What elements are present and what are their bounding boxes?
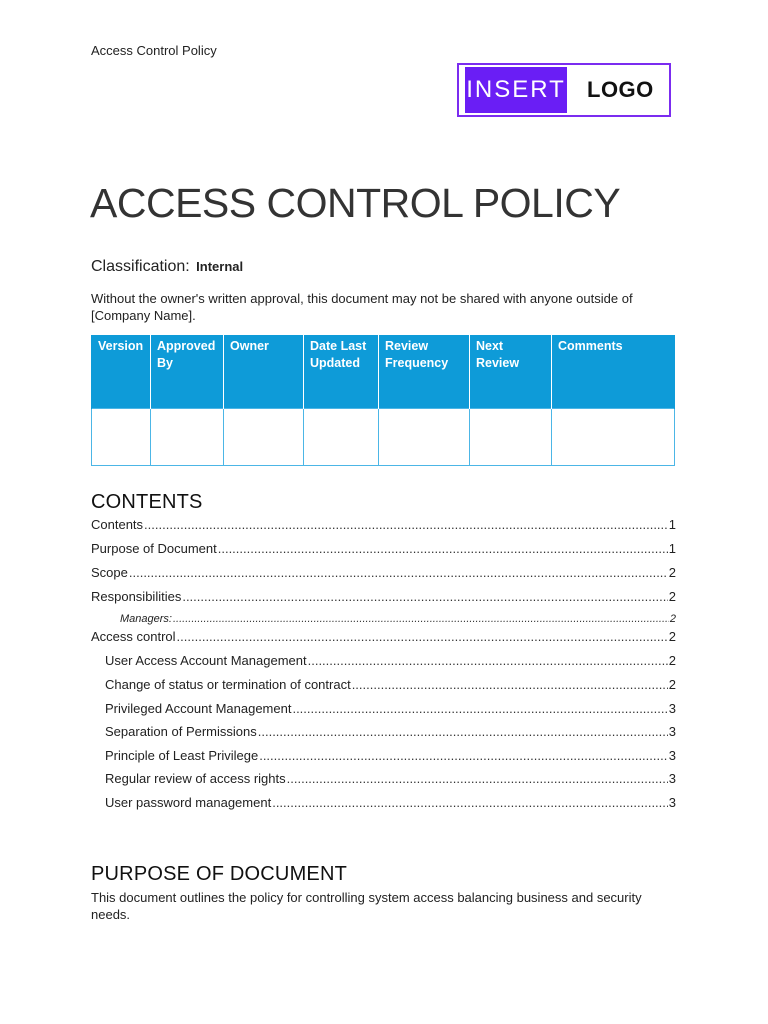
toc-page-number: 2 (668, 565, 676, 580)
logo-placeholder (457, 63, 671, 117)
toc-leader (173, 613, 669, 625)
toc-label: User password management (105, 795, 272, 810)
toc-leader (129, 565, 668, 580)
col-header-next-review: Next Review (470, 336, 552, 409)
toc-page-number: 1 (668, 517, 676, 532)
document-title: ACCESS CONTROL POLICY (90, 180, 621, 226)
toc-entry-principle-of-least-privilege[interactable] (105, 748, 676, 763)
toc-page-number: 3 (668, 795, 676, 810)
toc-label: Responsibilities (91, 589, 182, 604)
toc-label: Privileged Account Management (105, 701, 292, 716)
logo-text: LOGO (587, 77, 654, 102)
classification-line (91, 258, 243, 276)
toc-label: Separation of Permissions (105, 724, 257, 739)
toc-entry-contents[interactable] (91, 517, 676, 532)
toc-label: User Access Account Management (105, 653, 307, 668)
cell-owner[interactable] (224, 409, 304, 466)
toc-entry-change-of-status[interactable] (105, 677, 676, 692)
logo-insert-block: INSERT (465, 67, 567, 113)
toc-leader (272, 795, 668, 810)
classification-value: Internal (196, 259, 244, 274)
toc-label: Change of status or termination of contract (105, 677, 351, 692)
toc-page-number: 1 (668, 541, 676, 556)
cell-review-frequency[interactable] (379, 409, 470, 466)
cell-comments[interactable] (552, 409, 675, 466)
toc-label: Regular review of access rights (105, 771, 286, 786)
contents-heading: CONTENTS (91, 491, 203, 513)
toc-entry-regular-review-of-access-rights[interactable] (105, 771, 676, 786)
table-row (92, 409, 675, 466)
toc-page-number: 3 (668, 701, 676, 716)
purpose-text: This document outlines the policy for controlling system access balancing business and security needs. (91, 890, 642, 922)
toc-leader (177, 629, 668, 644)
toc-page-number: 3 (668, 748, 676, 763)
toc-leader (292, 701, 667, 716)
col-header-owner: Owner (224, 336, 304, 409)
toc-leader (258, 724, 668, 739)
toc-entry-scope[interactable] (91, 565, 676, 580)
col-header-review-frequency: Review Frequency (379, 336, 470, 409)
toc-page-number: 2 (668, 629, 676, 644)
toc-label: Managers: (120, 613, 172, 625)
toc-leader (287, 771, 668, 786)
toc-entry-user-password-management[interactable] (105, 795, 676, 810)
cell-date-last-updated[interactable] (304, 409, 379, 466)
toc-page-number: 3 (668, 771, 676, 786)
toc-label: Scope (91, 565, 128, 580)
toc-label: Access control (91, 629, 176, 644)
version-control-table (91, 335, 675, 466)
toc-entry-user-access-account-management[interactable] (105, 653, 676, 668)
toc-page-number: 2 (668, 589, 676, 604)
toc-entry-separation-of-permissions[interactable] (105, 724, 676, 739)
toc-leader (352, 677, 668, 692)
toc-leader (182, 589, 667, 604)
toc-entry-access-control[interactable] (91, 629, 676, 644)
toc-page-number: 2 (668, 653, 676, 668)
toc-entry-responsibilities[interactable] (91, 589, 676, 604)
toc-page-number: 2 (669, 613, 676, 625)
toc-entry-privileged-account-management[interactable] (105, 701, 676, 716)
toc-page-number: 3 (668, 724, 676, 739)
running-header: Access Control Policy (91, 43, 217, 58)
col-header-date-last-updated: Date Last Updated (304, 336, 379, 409)
toc-leader (218, 541, 668, 556)
toc-label: Principle of Least Privilege (105, 748, 259, 763)
toc-entry-managers[interactable] (120, 613, 676, 625)
table-header-row (92, 336, 675, 409)
col-header-approved-by: Approved By (151, 336, 224, 409)
toc-entry-purpose-of-document[interactable] (91, 541, 676, 556)
cell-version[interactable] (92, 409, 151, 466)
purpose-heading: PURPOSE OF DOCUMENT (91, 863, 348, 885)
toc-page-number: 2 (668, 677, 676, 692)
toc-leader (259, 748, 668, 763)
toc-leader (308, 653, 668, 668)
cell-approved-by[interactable] (151, 409, 224, 466)
classification-label: Classification: (91, 258, 190, 275)
col-header-version: Version (92, 336, 151, 409)
toc-leader (144, 517, 668, 532)
toc-label: Contents (91, 517, 144, 532)
sharing-notice: Without the owner's written approval, this document may not be shared with anyone outside of [Company Name]. (91, 291, 633, 323)
cell-next-review[interactable] (470, 409, 552, 466)
col-header-comments: Comments (552, 336, 675, 409)
toc-label: Purpose of Document (91, 541, 217, 556)
